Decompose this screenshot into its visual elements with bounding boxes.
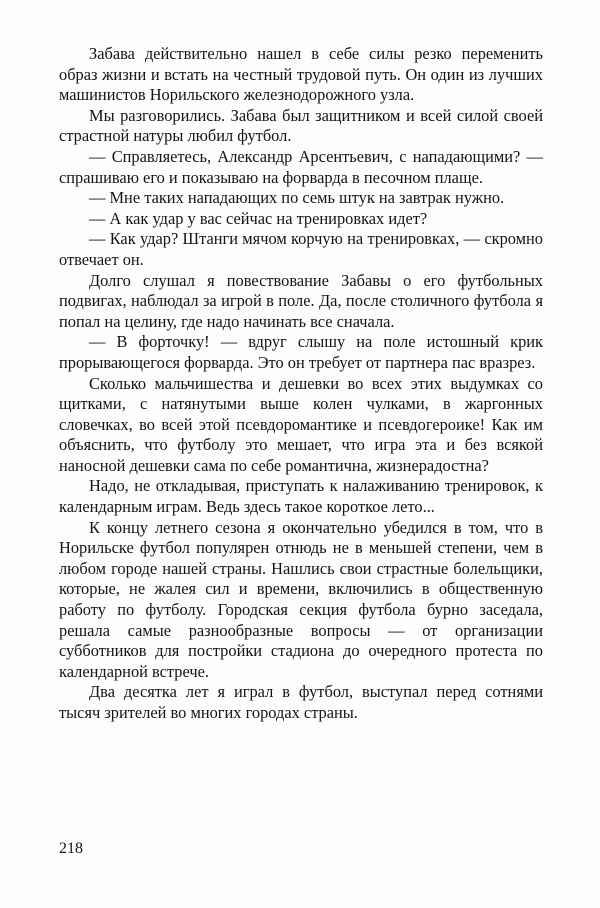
dialogue-line: — Справляетесь, Александр Арсентьевич, с нападающими? — спрашиваю его и показываю на форварда в песочном плаще. xyxy=(59,146,543,187)
paragraph: Два десятка лет я играл в футбол, выступал перед сотнями тысяч зрителей во многих городах страны. xyxy=(59,682,543,722)
paragraph: Забава действительно нашел в себе силы резко переменить образ жизни и встать на честный трудовой путь. Он один из лучших машинистов Норильского железнодорожного узла. xyxy=(59,44,543,105)
paragraph: К концу летнего сезона я окончательно убедился в том, что в Норильске футбол популярен отнюдь не в меньшей степени, чем в любом городе нашей страны. Нашлись свои страстные болельщики, которые, не жалея сил и времени, включились в общественную работу по футболу. Городская секция футбола бурно заседала, решала самые разнообразные вопросы — от организации субботников для постройки стадиона до очередного протеста по календарной встрече. xyxy=(59,517,543,681)
paragraph: Мы разговорились. Забава был защитником и всей силой своей страстной натуры любил футбол. xyxy=(59,105,543,146)
dialogue-line: — А как удар у вас сейчас на тренировках идет? xyxy=(89,208,428,228)
paragraph: Надо, не откладывая, приступать к налаживанию тренировок, к календарным играм. Ведь здесь такое короткое лето... xyxy=(59,476,543,517)
dialogue-line: — В форточку! — вдруг слышу на поле истошный крик прорывающегося форварда. Это он требует от партнера пас вразрез. xyxy=(59,332,543,372)
dialogue-line: — Как удар? Штанги мячом корчую на тренировках, — скромно отвечает он. xyxy=(59,229,543,269)
paragraph: Сколько мальчишества и дешевки во всех этих выдумках со щитками, с натянутыми выше колен чулками, в жаргонных словечках, во всей этой псевдоромантике и псевдогероике! Как им объяснить, что футболу это мешает, что игра эта и без всякой наносной дешевки сама по себе романтична, жизнерадостна? xyxy=(59,373,543,475)
dialogue-line: — Мне таких нападающих по семь штук на завтрак нужно. xyxy=(89,188,505,208)
page-number: 218 xyxy=(59,840,83,857)
paragraph: Долго слушал я повествование Забавы о его футбольных подвигах, наблюдал за игрой в поле. Да, после столичного футбола я попал на целину, где надо начинать все сначала. xyxy=(59,270,543,331)
body-text xyxy=(59,44,543,724)
